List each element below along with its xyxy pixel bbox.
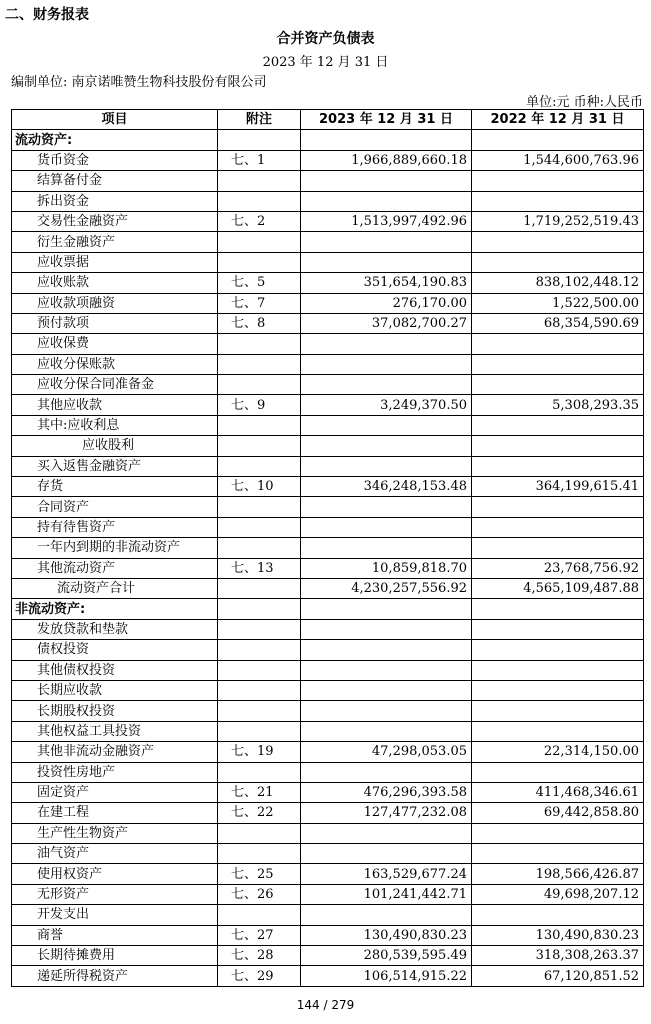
row-note: 七、2	[218, 211, 301, 231]
table-row	[12, 211, 644, 231]
row-value-2022	[472, 905, 644, 925]
row-value-2022	[472, 517, 644, 537]
row-value-2023	[301, 415, 472, 435]
row-note: 七、25	[218, 864, 301, 884]
row-item: 其中:应收利息	[12, 415, 218, 435]
row-value-2022	[472, 171, 644, 191]
row-value-2023: 476,296,393.58	[301, 782, 472, 802]
row-value-2022: 318,308,263.37	[472, 946, 644, 966]
table-row	[12, 599, 644, 619]
row-item: 预付款项	[12, 313, 218, 333]
table-row	[12, 966, 644, 986]
row-value-2023: 276,170.00	[301, 293, 472, 313]
row-note: 七、9	[218, 395, 301, 415]
document-title: 合并资产负债表	[276, 31, 375, 47]
header-2022: 2022 年 12 月 31 日	[472, 110, 644, 130]
table-row	[12, 925, 644, 945]
row-value-2022: 130,490,830.23	[472, 925, 644, 945]
row-value-2022	[472, 762, 644, 782]
row-item: 递延所得税资产	[12, 966, 218, 986]
table-row	[12, 273, 644, 293]
row-value-2022	[472, 844, 644, 864]
table-row	[12, 884, 644, 904]
currency-unit: 单位:元 币种:人民币	[526, 95, 643, 110]
row-value-2022: 364,199,615.41	[472, 477, 644, 497]
row-value-2023	[301, 823, 472, 843]
table-row	[12, 782, 644, 802]
row-note: 七、22	[218, 803, 301, 823]
row-value-2023	[301, 375, 472, 395]
row-item: 在建工程	[12, 803, 218, 823]
row-item: 应收分保账款	[12, 354, 218, 374]
header-2023: 2023 年 12 月 31 日	[301, 110, 472, 130]
row-value-2022	[472, 599, 644, 619]
page-number: 144 / 279	[296, 998, 355, 1012]
row-value-2022: 67,120,851.52	[472, 966, 644, 986]
row-value-2022: 4,565,109,487.88	[472, 578, 644, 598]
table-row	[12, 191, 644, 211]
row-note	[218, 844, 301, 864]
table-row	[12, 946, 644, 966]
row-value-2023	[301, 640, 472, 660]
row-value-2023	[301, 680, 472, 700]
row-note: 七、1	[218, 150, 301, 170]
row-value-2023: 127,477,232.08	[301, 803, 472, 823]
row-value-2022	[472, 354, 644, 374]
row-value-2022: 68,354,590.69	[472, 313, 644, 333]
table-row	[12, 477, 644, 497]
row-note	[218, 721, 301, 741]
row-value-2023	[301, 497, 472, 517]
row-value-2023: 4,230,257,556.92	[301, 578, 472, 598]
row-value-2022: 411,468,346.61	[472, 782, 644, 802]
table-row	[12, 762, 644, 782]
row-value-2023: 130,490,830.23	[301, 925, 472, 945]
row-item: 商誉	[12, 925, 218, 945]
row-value-2022: 49,698,207.12	[472, 884, 644, 904]
table-row	[12, 517, 644, 537]
table-row	[12, 232, 644, 252]
row-note: 七、7	[218, 293, 301, 313]
row-value-2023: 1,513,997,492.96	[301, 211, 472, 231]
row-value-2023	[301, 456, 472, 476]
row-item: 长期股权投资	[12, 701, 218, 721]
compiling-unit: 编制单位: 南京诺唯赞生物科技股份有限公司	[11, 75, 267, 90]
section-title: 二、财务报表	[5, 7, 89, 23]
row-note	[218, 334, 301, 354]
table-row	[12, 171, 644, 191]
row-note: 七、26	[218, 884, 301, 904]
row-item: 买入返售金融资产	[12, 456, 218, 476]
row-item: 油气资产	[12, 844, 218, 864]
row-value-2022	[472, 660, 644, 680]
row-note: 七、28	[218, 946, 301, 966]
table-row	[12, 354, 644, 374]
table-row	[12, 864, 644, 884]
row-item: 一年内到期的非流动资产	[12, 538, 218, 558]
table-row	[12, 619, 644, 639]
row-item: 合同资产	[12, 497, 218, 517]
table-row	[12, 558, 644, 578]
table-row	[12, 334, 644, 354]
row-value-2023: 163,529,677.24	[301, 864, 472, 884]
row-note	[218, 823, 301, 843]
row-value-2022	[472, 680, 644, 700]
table-row	[12, 313, 644, 333]
row-item: 应收分保合同准备金	[12, 375, 218, 395]
row-note	[218, 701, 301, 721]
table-header-row	[12, 110, 644, 130]
row-value-2022: 22,314,150.00	[472, 742, 644, 762]
row-note: 七、13	[218, 558, 301, 578]
row-value-2022: 69,442,858.80	[472, 803, 644, 823]
row-value-2022	[472, 252, 644, 272]
row-item: 债权投资	[12, 640, 218, 660]
row-item: 其他流动资产	[12, 558, 218, 578]
row-note	[218, 578, 301, 598]
table-row	[12, 844, 644, 864]
row-value-2023	[301, 538, 472, 558]
row-value-2022: 1,522,500.00	[472, 293, 644, 313]
row-note	[218, 130, 301, 150]
row-value-2023	[301, 130, 472, 150]
table-row	[12, 456, 644, 476]
row-value-2023	[301, 232, 472, 252]
table-row	[12, 742, 644, 762]
row-note	[218, 619, 301, 639]
row-note	[218, 191, 301, 211]
row-note	[218, 680, 301, 700]
row-note	[218, 599, 301, 619]
row-note	[218, 375, 301, 395]
row-value-2022: 23,768,756.92	[472, 558, 644, 578]
row-value-2023: 37,082,700.27	[301, 313, 472, 333]
table-row	[12, 375, 644, 395]
row-note	[218, 497, 301, 517]
row-note: 七、27	[218, 925, 301, 945]
row-value-2022	[472, 375, 644, 395]
row-note	[218, 762, 301, 782]
row-value-2023: 47,298,053.05	[301, 742, 472, 762]
row-note	[218, 905, 301, 925]
row-value-2023: 280,539,595.49	[301, 946, 472, 966]
row-value-2022	[472, 640, 644, 660]
row-item: 应收股利	[12, 436, 218, 456]
row-item: 流动资产:	[12, 130, 218, 150]
row-note	[218, 252, 301, 272]
table-row	[12, 803, 644, 823]
row-value-2022	[472, 415, 644, 435]
row-note: 七、5	[218, 273, 301, 293]
row-item: 长期待摊费用	[12, 946, 218, 966]
row-value-2023	[301, 701, 472, 721]
row-value-2023	[301, 660, 472, 680]
row-value-2023	[301, 762, 472, 782]
row-item: 无形资产	[12, 884, 218, 904]
table-row	[12, 640, 644, 660]
header-note: 附注	[218, 110, 301, 130]
table-row	[12, 680, 644, 700]
row-item: 应收保费	[12, 334, 218, 354]
row-value-2022	[472, 334, 644, 354]
row-value-2022	[472, 497, 644, 517]
row-item: 投资性房地产	[12, 762, 218, 782]
row-value-2023: 106,514,915.22	[301, 966, 472, 986]
table-row	[12, 150, 644, 170]
row-value-2022	[472, 456, 644, 476]
balance-sheet-table	[11, 109, 644, 987]
row-value-2023	[301, 252, 472, 272]
row-value-2022: 1,719,252,519.43	[472, 211, 644, 231]
header-item: 项目	[12, 110, 218, 130]
row-value-2023	[301, 619, 472, 639]
table-row	[12, 578, 644, 598]
table-row	[12, 721, 644, 741]
row-item: 应收款项融资	[12, 293, 218, 313]
table-row	[12, 293, 644, 313]
row-value-2023: 346,248,153.48	[301, 477, 472, 497]
document-date: 2023 年 12 月 31 日	[262, 55, 389, 70]
row-note: 七、21	[218, 782, 301, 802]
table-row	[12, 130, 644, 150]
row-note: 七、8	[218, 313, 301, 333]
row-value-2022	[472, 721, 644, 741]
row-note	[218, 415, 301, 435]
row-item: 其他权益工具投资	[12, 721, 218, 741]
row-item: 流动资产合计	[12, 578, 218, 598]
row-value-2023: 10,859,818.70	[301, 558, 472, 578]
row-note	[218, 354, 301, 374]
row-value-2023	[301, 354, 472, 374]
row-value-2022	[472, 130, 644, 150]
row-value-2022: 5,308,293.35	[472, 395, 644, 415]
table-row	[12, 395, 644, 415]
row-item: 使用权资产	[12, 864, 218, 884]
row-value-2022	[472, 436, 644, 456]
row-note	[218, 538, 301, 558]
table-row	[12, 252, 644, 272]
row-value-2023: 3,249,370.50	[301, 395, 472, 415]
row-note	[218, 171, 301, 191]
row-value-2023	[301, 334, 472, 354]
row-item: 开发支出	[12, 905, 218, 925]
row-item: 其他非流动金融资产	[12, 742, 218, 762]
row-item: 结算备付金	[12, 171, 218, 191]
row-value-2023	[301, 905, 472, 925]
row-value-2023	[301, 721, 472, 741]
row-item: 发放贷款和垫款	[12, 619, 218, 639]
row-item: 持有待售资产	[12, 517, 218, 537]
row-item: 货币资金	[12, 150, 218, 170]
row-item: 拆出资金	[12, 191, 218, 211]
row-value-2023	[301, 517, 472, 537]
row-value-2022	[472, 619, 644, 639]
table-row	[12, 660, 644, 680]
row-value-2022: 198,566,426.87	[472, 864, 644, 884]
row-item: 长期应收款	[12, 680, 218, 700]
table-row	[12, 497, 644, 517]
table-row	[12, 823, 644, 843]
row-item: 应收账款	[12, 273, 218, 293]
table-row	[12, 701, 644, 721]
row-value-2023: 351,654,190.83	[301, 273, 472, 293]
table-row	[12, 415, 644, 435]
row-value-2022: 1,544,600,763.96	[472, 150, 644, 170]
row-value-2023: 101,241,442.71	[301, 884, 472, 904]
row-note	[218, 660, 301, 680]
row-note	[218, 517, 301, 537]
row-note	[218, 436, 301, 456]
row-value-2023	[301, 844, 472, 864]
row-note	[218, 640, 301, 660]
row-note: 七、10	[218, 477, 301, 497]
row-item: 衍生金融资产	[12, 232, 218, 252]
row-item: 其他债权投资	[12, 660, 218, 680]
table-row	[12, 538, 644, 558]
row-value-2023	[301, 436, 472, 456]
row-item: 应收票据	[12, 252, 218, 272]
row-value-2022	[472, 191, 644, 211]
row-note	[218, 232, 301, 252]
row-value-2023: 1,966,889,660.18	[301, 150, 472, 170]
row-note	[218, 456, 301, 476]
table-row	[12, 436, 644, 456]
row-item: 生产性生物资产	[12, 823, 218, 843]
row-value-2022	[472, 232, 644, 252]
row-note: 七、29	[218, 966, 301, 986]
row-value-2022	[472, 701, 644, 721]
row-value-2022	[472, 823, 644, 843]
row-item: 非流动资产:	[12, 599, 218, 619]
row-value-2023	[301, 191, 472, 211]
row-item: 其他应收款	[12, 395, 218, 415]
row-value-2023	[301, 599, 472, 619]
table-row	[12, 905, 644, 925]
row-item: 存货	[12, 477, 218, 497]
row-item: 固定资产	[12, 782, 218, 802]
row-value-2022	[472, 538, 644, 558]
row-value-2023	[301, 171, 472, 191]
row-item: 交易性金融资产	[12, 211, 218, 231]
row-value-2022: 838,102,448.12	[472, 273, 644, 293]
row-note: 七、19	[218, 742, 301, 762]
